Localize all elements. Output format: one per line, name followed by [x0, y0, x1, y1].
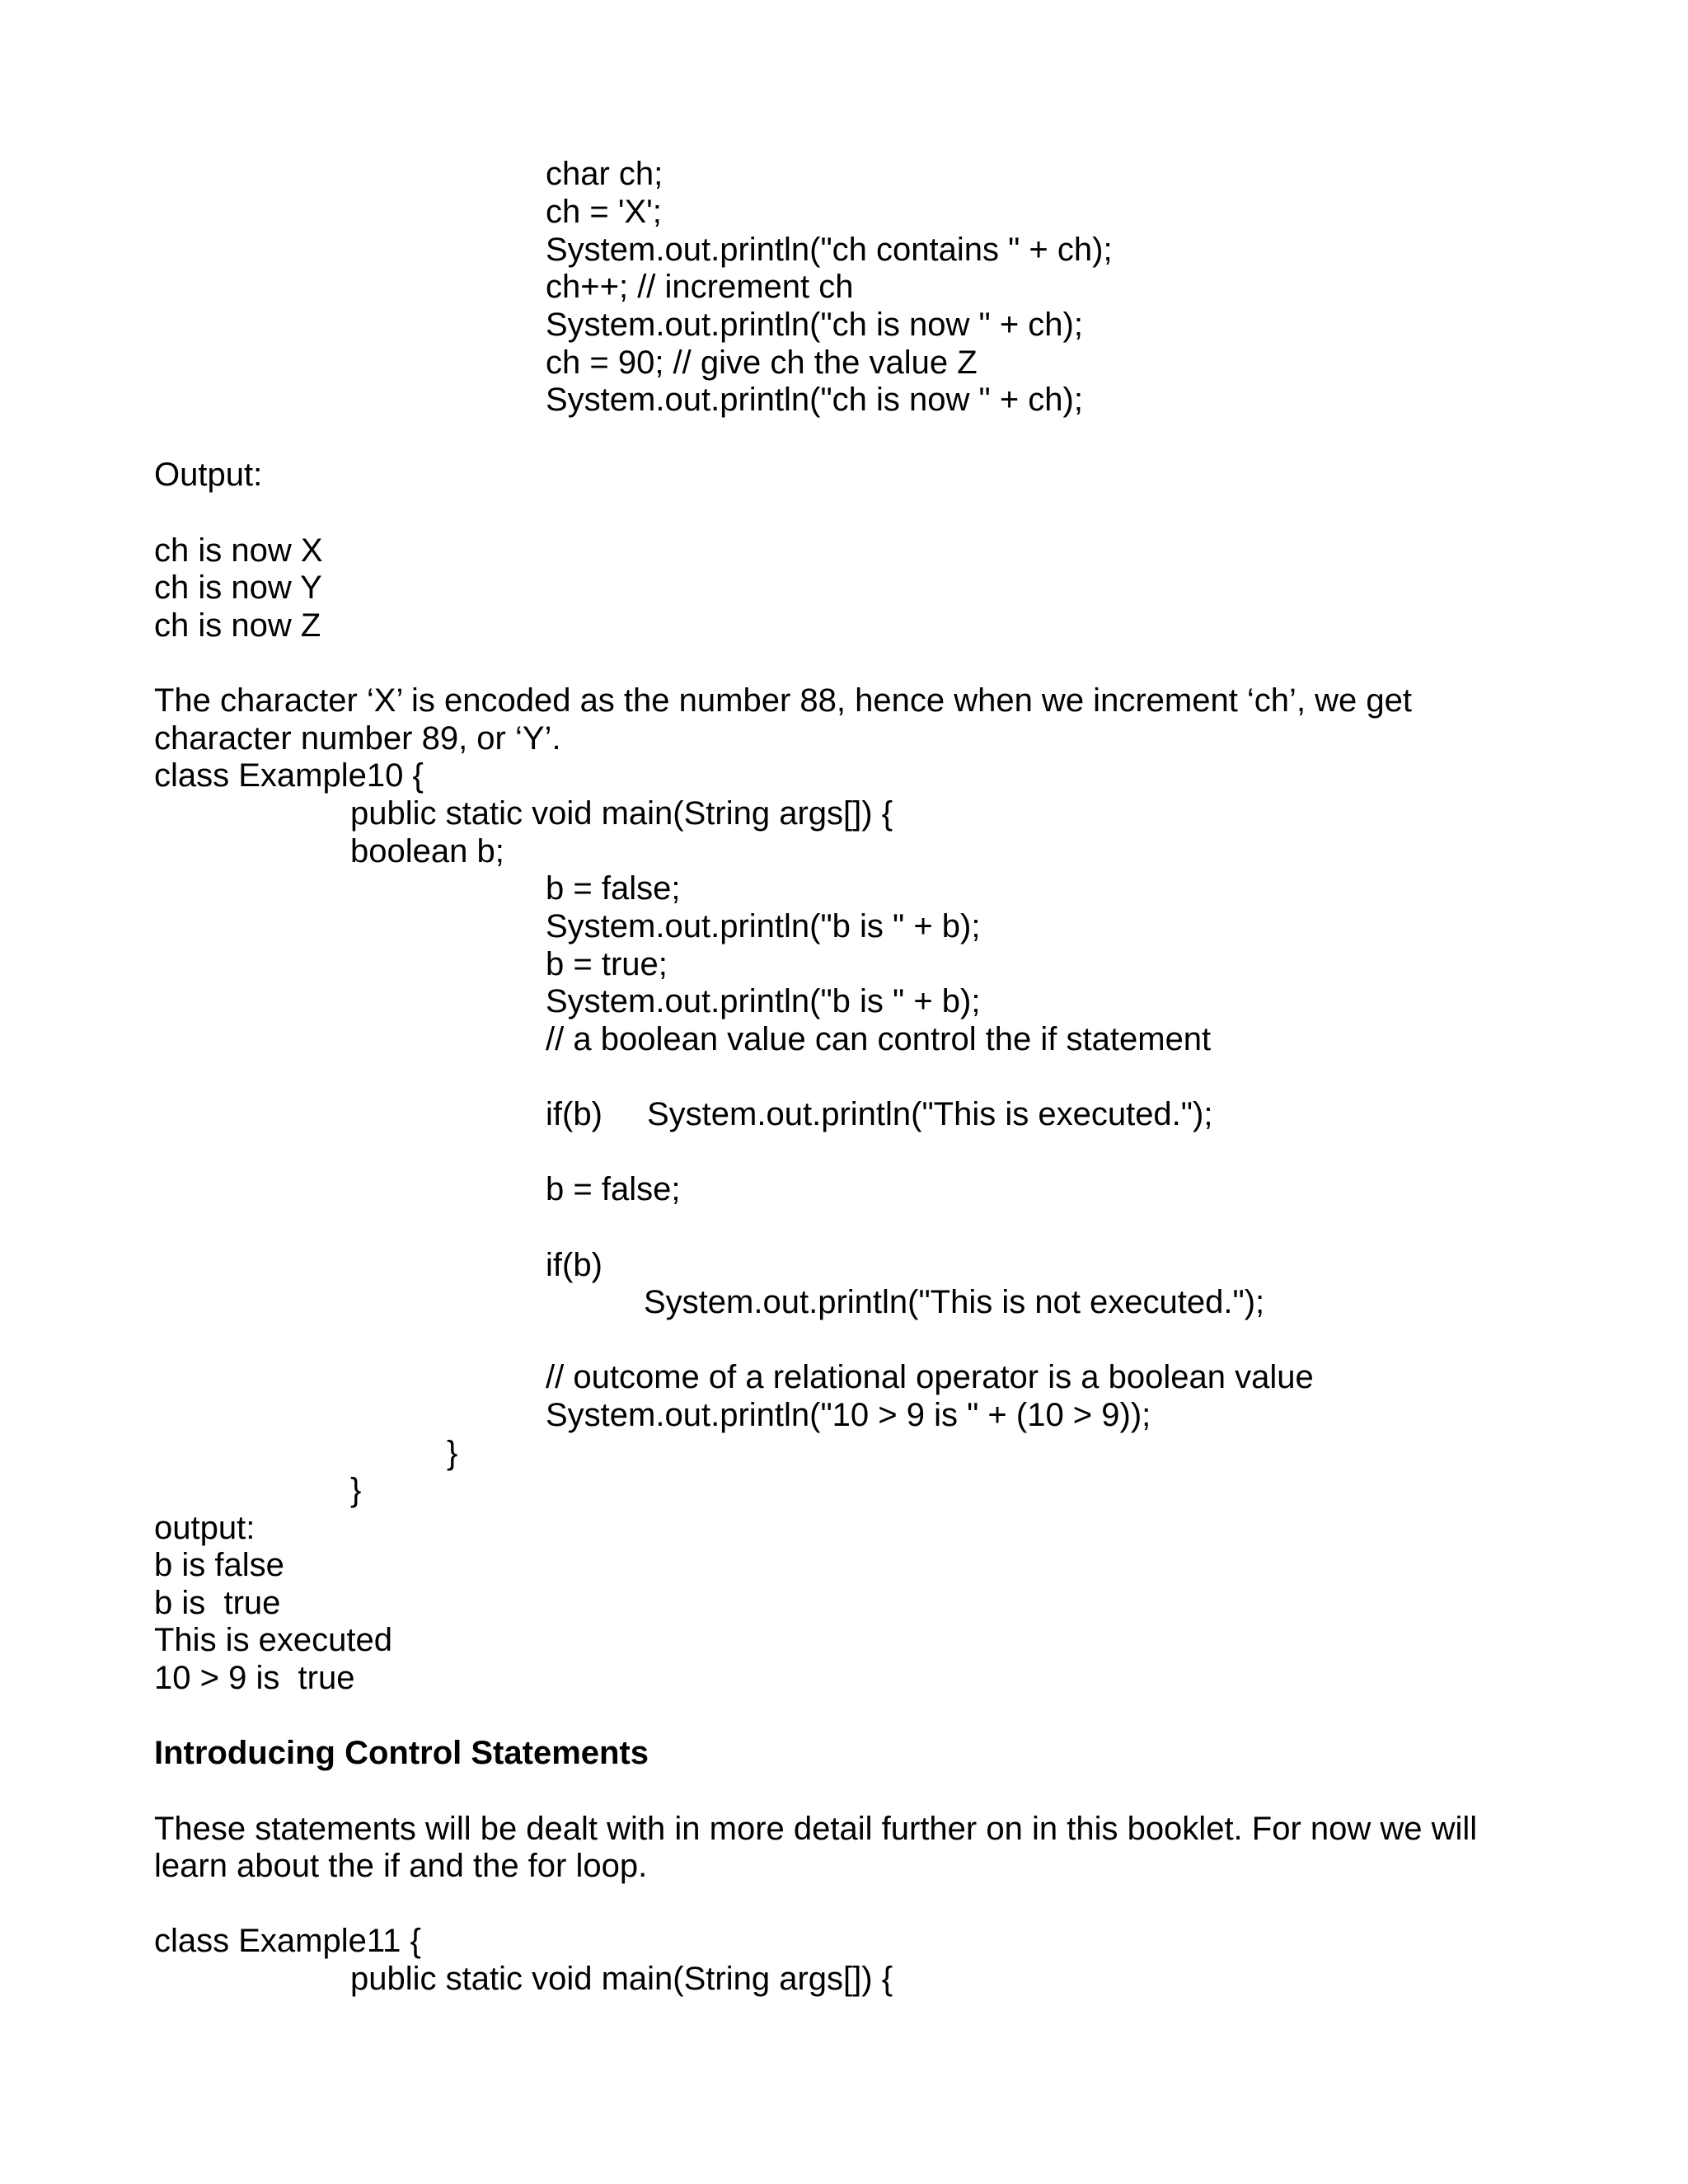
output-line: ch is now Z: [154, 607, 321, 644]
class-declaration: class Example10 {: [154, 757, 424, 794]
output-line: This is executed: [154, 1622, 393, 1658]
code-line: System.out.println("This is executed.");: [647, 1096, 1213, 1132]
code-line: ch = 'X';: [546, 194, 662, 230]
code-line: boolean b;: [350, 833, 504, 869]
code-line: System.out.println("10 > 9 is " + (10 > 9));: [546, 1397, 1151, 1433]
output-line: ch is now Y: [154, 569, 322, 606]
output-line: ch is now X: [154, 532, 323, 569]
closing-brace: }: [350, 1472, 362, 1508]
output-heading: output:: [154, 1510, 256, 1546]
output-line: b is false: [154, 1547, 284, 1583]
main-declaration: public static void main(String args[]) {: [350, 795, 893, 832]
closing-brace: }: [447, 1435, 458, 1471]
code-line: System.out.println("ch is now " + ch);: [546, 307, 1083, 343]
output-line: b is true: [154, 1585, 281, 1621]
if-condition: if(b): [546, 1096, 603, 1132]
code-line: b = true;: [546, 946, 668, 982]
section-heading: Introducing Control Statements: [154, 1735, 649, 1771]
code-line: ch++; // increment ch: [546, 269, 854, 305]
code-line: char ch;: [546, 156, 663, 192]
paragraph-line: These statements will be dealt with in more detail further on in this booklet. For now we will: [154, 1811, 1478, 1847]
code-line: System.out.println("ch contains " + ch);: [546, 232, 1113, 268]
code-line: b = false;: [546, 870, 681, 907]
main-declaration: public static void main(String args[]) {: [350, 1961, 893, 1997]
code-line: System.out.println("This is not executed.");: [644, 1284, 1265, 1320]
code-line: b = false;: [546, 1171, 681, 1207]
code-line: System.out.println("b is " + b);: [546, 983, 981, 1019]
output-line: 10 > 9 is true: [154, 1660, 355, 1696]
code-comment: // a boolean value can control the if statement: [546, 1021, 1212, 1057]
explanation-line: The character ‘X’ is encoded as the number 88, hence when we increment ‘ch’, we get: [154, 682, 1413, 719]
paragraph-line: learn about the if and the for loop.: [154, 1848, 648, 1884]
if-condition: if(b): [546, 1247, 603, 1283]
code-comment: // outcome of a relational operator is a boolean value: [546, 1359, 1314, 1395]
class-declaration: class Example11 {: [154, 1923, 421, 1959]
explanation-line: character number 89, or ‘Y’.: [154, 720, 561, 757]
code-line: ch = 90; // give ch the value Z: [546, 344, 978, 381]
output-heading: Output:: [154, 457, 263, 493]
code-line: System.out.println("b is " + b);: [546, 908, 981, 944]
code-line: System.out.println("ch is now " + ch);: [546, 382, 1083, 418]
